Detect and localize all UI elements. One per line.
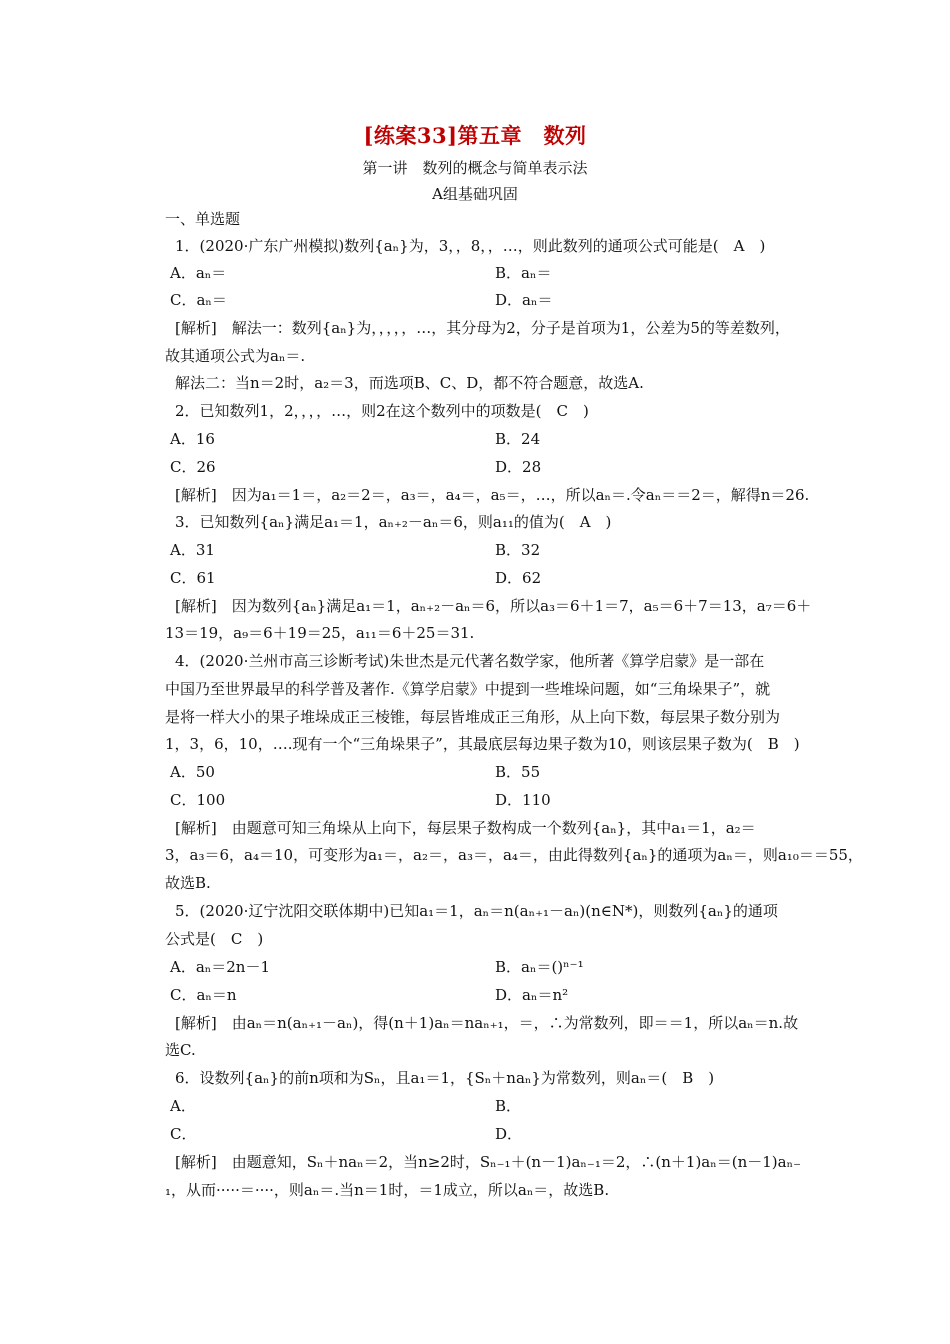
question-1-analysis-cont: 故其通项公式为aₙ＝. xyxy=(165,347,306,365)
question-2-stem: 2．已知数列1，2，，，，…，则2在这个数列中的项数是( C ) xyxy=(175,402,589,420)
question-6-stem: 6．设数列{aₙ}的前n项和为Sₙ，且a₁＝1，{Sₙ＋naₙ}为常数列，则aₙ＝( B ) xyxy=(175,1069,715,1087)
question-5-option-a: A．aₙ＝2n－1 xyxy=(170,958,271,976)
question-5-analysis-cont: 选C. xyxy=(165,1041,196,1059)
question-4-analysis: [解析] 由题意可知三角垛从上向下，每层果子数构成一个数列{aₙ}，其中a₁＝1，a₂＝ xyxy=(175,819,756,837)
lecture-subtitle: 第一讲 数列的概念与简单表示法 xyxy=(362,159,588,177)
question-1-option-a: A．aₙ＝ xyxy=(170,264,227,282)
question-3-analysis-cont: 13＝19，a₉＝6＋19＝25，a₁₁＝6＋25＝31. xyxy=(165,624,475,642)
question-4-stem-line3: 是将一样大小的果子堆垛成正三棱锥，每层皆堆成正三角形，从上向下数，每层果子数分别为 xyxy=(165,708,781,726)
question-1-analysis: [解析] 解法一：数列{aₙ}为，，，，，…，其分母为2，分子是首项为1，公差为5的等差数列， xyxy=(175,319,790,337)
question-2-option-a: A．16 xyxy=(170,430,215,448)
question-6-analysis-cont: ₁，从而·····＝····，则aₙ＝.当n＝1时，＝1成立，所以aₙ＝，故选B. xyxy=(165,1181,610,1199)
question-4-stem-line4: 1，3，6，10，….现有一个“三角垛果子”，其最底层每边果子数为10，则该层果子数为( B ) xyxy=(165,735,800,753)
question-2-analysis: [解析] 因为a₁＝1＝，a₂＝2＝，a₃＝，a₄＝，a₅＝，…，所以aₙ＝.令aₙ＝＝2＝，解得n＝26. xyxy=(175,486,810,504)
question-5-stem-line2: 公式是( C ) xyxy=(165,930,264,948)
question-5-analysis: [解析] 由aₙ＝n(aₙ₊₁－aₙ)，得(n＋1)aₙ＝naₙ₊₁，＝，∴为常数列，即＝＝1，所以aₙ＝n.故 xyxy=(175,1014,799,1032)
question-3-option-d: D．62 xyxy=(495,569,542,587)
question-4-stem-line2: 中国乃至世界最早的科学普及著作.《算学启蒙》中提到一些堆垛问题，如“三角垛果子”，就 xyxy=(165,680,771,698)
question-4-option-d: D．110 xyxy=(495,791,551,809)
section-heading: 一、单选题 xyxy=(165,210,241,228)
question-2-option-c: C．26 xyxy=(170,458,216,476)
question-1-option-c: C．aₙ＝ xyxy=(170,291,227,309)
question-2-option-d: D．28 xyxy=(495,458,542,476)
question-4-analysis-end: 故选B. xyxy=(165,874,211,892)
question-2-option-b: B．24 xyxy=(495,430,541,448)
question-3-stem: 3．已知数列{aₙ}满足a₁＝1，aₙ₊₂－aₙ＝6，则a₁₁的值为( A ) xyxy=(175,513,612,531)
page-title: [练案33]第五章 数列 xyxy=(363,123,587,148)
question-4-stem: 4．(2020·兰州市高三诊断考试)朱世杰是元代著名数学家，他所著《算学启蒙》是一部在 xyxy=(175,652,765,670)
question-6-option-a: A． xyxy=(170,1097,196,1115)
question-5-option-d: D．aₙ＝n² xyxy=(495,986,569,1004)
group-heading: A组基础巩固 xyxy=(432,185,518,203)
question-6-analysis: [解析] 由题意知，Sₙ＋naₙ＝2，当n≥2时，Sₙ₋₁＋(n－1)aₙ₋₁＝2，∴(n＋1)aₙ＝(n－1)aₙ₋ xyxy=(175,1153,801,1171)
question-3-analysis: [解析] 因为数列{aₙ}满足a₁＝1，aₙ₊₂－aₙ＝6，所以a₃＝6＋1＝7，a₅＝6＋7＝13，a₇＝6＋ xyxy=(175,597,812,615)
question-5-stem: 5．(2020·辽宁沈阳交联体期中)已知a₁＝1，aₙ＝n(aₙ₊₁－aₙ)(n∈N*)，则数列{aₙ}的通项 xyxy=(175,902,778,920)
question-1-option-b: B．aₙ＝ xyxy=(495,264,552,282)
question-5-option-c: C．aₙ＝n xyxy=(170,986,237,1004)
question-1-stem: 1．(2020·广东广州模拟)数列{aₙ}为，3，，8，，…，则此数列的通项公式可能是( A ) xyxy=(175,237,766,255)
question-4-option-b: B．55 xyxy=(495,763,541,781)
question-6-option-b: B． xyxy=(495,1097,522,1115)
question-5-option-b: B．aₙ＝()ⁿ⁻¹ xyxy=(495,958,584,976)
question-6-option-d: D． xyxy=(495,1125,523,1143)
question-3-option-a: A．31 xyxy=(170,541,215,559)
question-3-option-c: C．61 xyxy=(170,569,216,587)
question-4-analysis-cont: 3，a₃＝6，a₄＝10，可变形为a₁＝，a₂＝，a₃＝，a₄＝，由此得数列{aₙ}的通项为aₙ＝，则a₁₀＝＝55， xyxy=(165,846,863,864)
question-3-option-b: B．32 xyxy=(495,541,541,559)
question-1-option-d: D．aₙ＝ xyxy=(495,291,553,309)
question-1-analysis-method2: 解法二：当n＝2时，a₂＝3，而选项B、C、D，都不符合题意，故选A. xyxy=(175,374,644,392)
question-4-option-a: A．50 xyxy=(170,763,215,781)
question-6-option-c: C． xyxy=(170,1125,197,1143)
question-4-option-c: C．100 xyxy=(170,791,226,809)
